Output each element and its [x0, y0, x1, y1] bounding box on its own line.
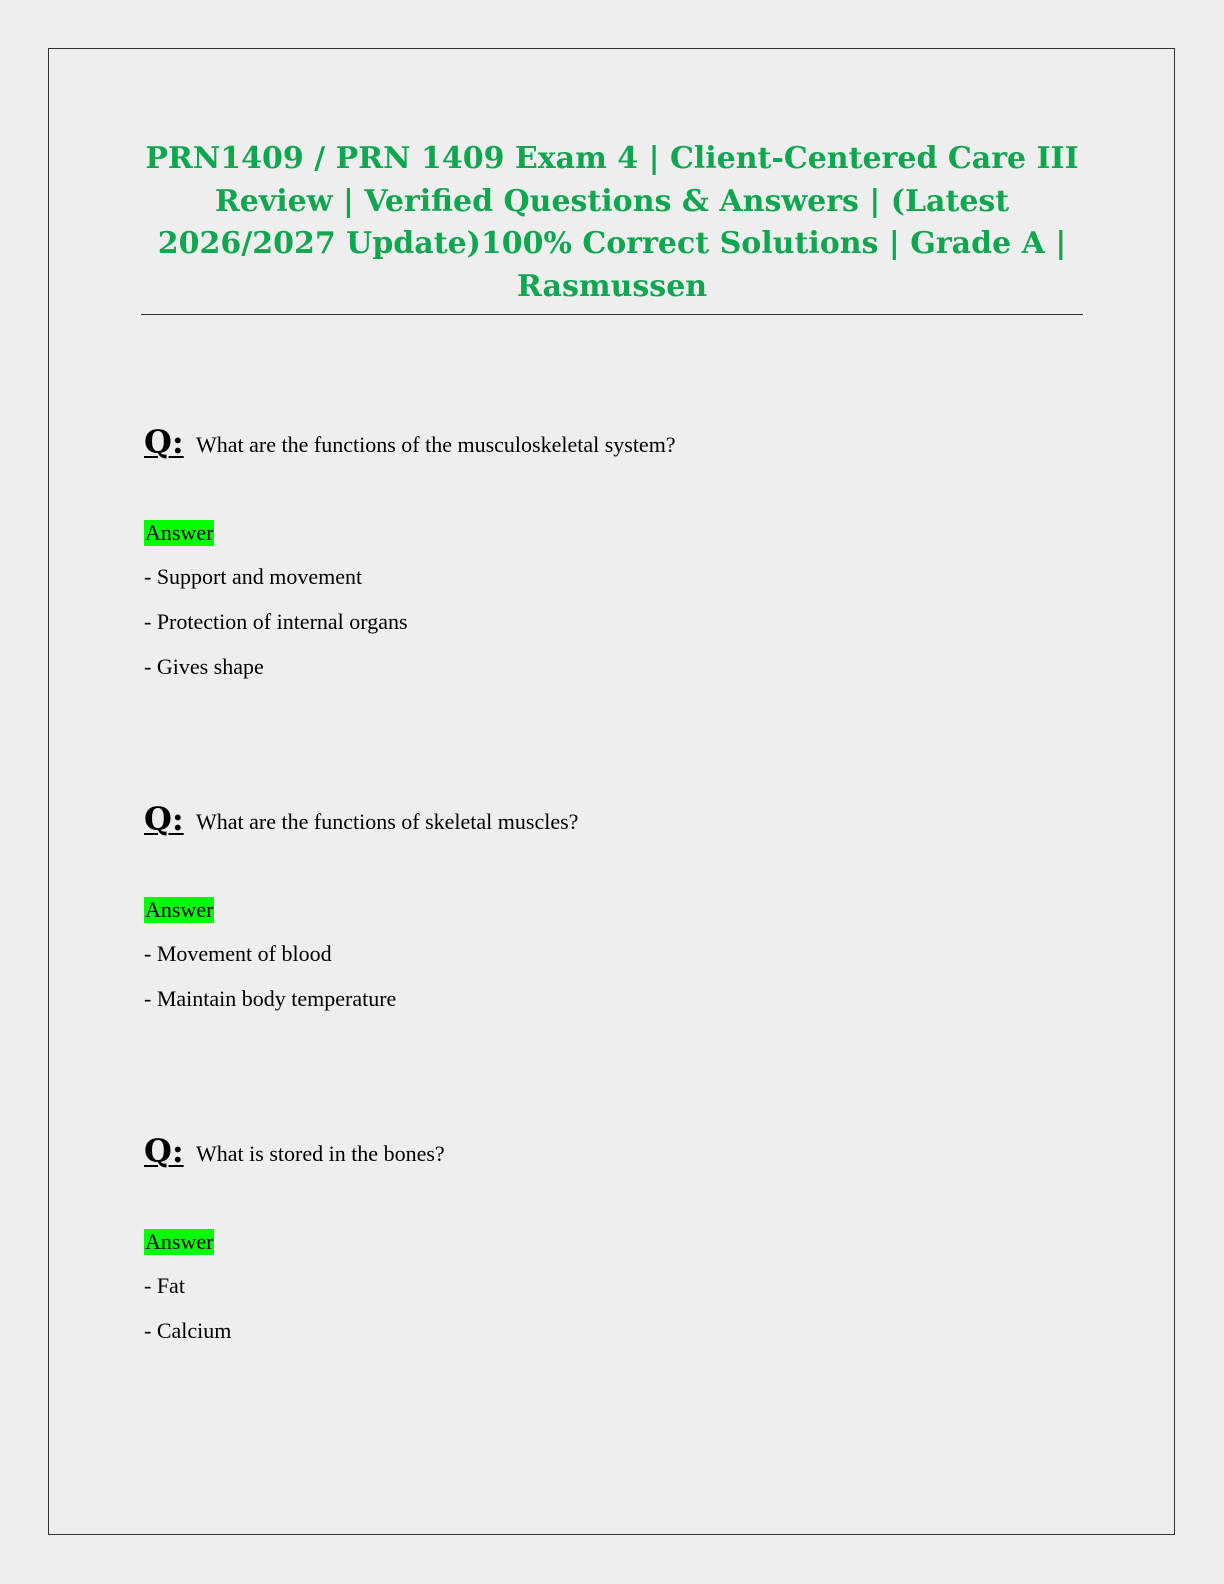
- answer-label: Answer: [145, 1229, 214, 1254]
- answer-item: - Calcium: [144, 1318, 232, 1343]
- answer-list: [144, 1273, 231, 1363]
- question-text: What are the functions of the musculoskeletal system?: [196, 432, 676, 457]
- answer-item: - Protection of internal organs: [144, 609, 408, 634]
- qa-block: [144, 1132, 1064, 1343]
- answer-list: [144, 564, 408, 699]
- question-label: Q:: [144, 423, 184, 461]
- answer-item: - Maintain body temperature: [144, 986, 397, 1011]
- qa-block: [144, 800, 1064, 1011]
- question-line: [144, 1133, 1064, 1177]
- answer-list: [144, 941, 396, 1031]
- answer-label: Answer: [145, 897, 214, 922]
- question-label: Q:: [144, 1132, 184, 1170]
- qa-block: [144, 423, 1064, 679]
- document-title: PRN1409 / PRN 1409 Exam 4 | Client-Centered Care III Review | Verified Questions & Answers | (Latest 2026/2027 Update)100% Correct Solutions | Grade A | Rasmussen: [145, 141, 1079, 304]
- question-line: [144, 801, 1064, 845]
- question-label: Q:: [144, 800, 184, 838]
- answer-item: - Support and movement: [144, 564, 363, 589]
- question-line: [144, 424, 1064, 468]
- question-text: What are the functions of skeletal muscles?: [196, 809, 579, 834]
- question-text: What is stored in the bones?: [196, 1141, 445, 1166]
- answer-item: - Fat: [144, 1273, 185, 1298]
- answer-item: - Movement of blood: [144, 941, 332, 966]
- answer-label: Answer: [145, 520, 214, 545]
- title-divider: [141, 314, 1083, 315]
- answer-item: - Gives shape: [144, 654, 264, 679]
